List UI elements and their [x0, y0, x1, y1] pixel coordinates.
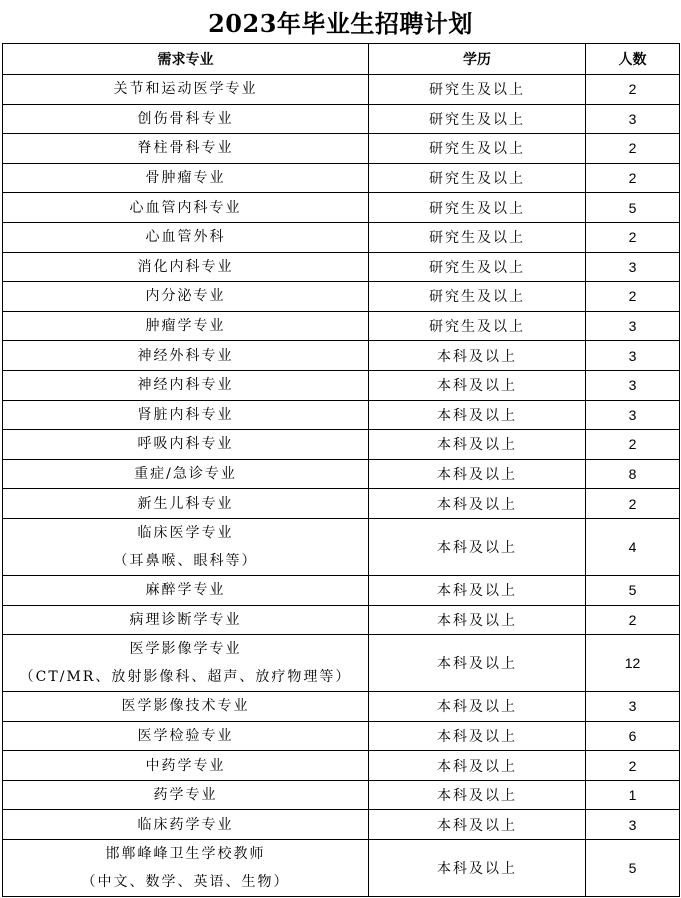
degree-cell: 本科及以上	[369, 635, 586, 692]
count-cell: 5	[586, 575, 680, 605]
major-cell	[3, 370, 369, 400]
count-cell: 3	[586, 341, 680, 371]
recruitment-table	[2, 43, 680, 897]
table-row	[3, 810, 680, 840]
degree-cell: 研究生及以上	[369, 252, 586, 282]
major-cell	[3, 780, 369, 810]
major-cell	[3, 430, 369, 460]
count-cell: 5	[586, 193, 680, 223]
major-name: 脊柱骨科专业	[137, 140, 234, 157]
major-cell	[3, 134, 369, 164]
major-cell	[3, 163, 369, 193]
major-cell	[3, 810, 369, 840]
major-cell	[3, 75, 369, 105]
major-cell	[3, 282, 369, 312]
major-name: 病理诊断学专业	[129, 611, 242, 628]
table-row	[3, 193, 680, 223]
degree-cell: 研究生及以上	[369, 134, 586, 164]
degree-cell: 研究生及以上	[369, 222, 586, 252]
count-cell: 3	[586, 810, 680, 840]
major-name: 邯郸峰峰卫生学校教师	[105, 846, 266, 863]
count-cell: 2	[586, 605, 680, 635]
count-cell: 3	[586, 104, 680, 134]
major-cell	[3, 459, 369, 489]
table-row	[3, 75, 680, 105]
table-row	[3, 430, 680, 460]
table-row	[3, 751, 680, 781]
count-cell: 3	[586, 370, 680, 400]
table-row	[3, 489, 680, 519]
major-cell	[3, 692, 369, 722]
major-name: 医学检验专业	[137, 727, 234, 744]
degree-cell: 本科及以上	[369, 605, 586, 635]
count-cell: 1	[586, 780, 680, 810]
table-row	[3, 721, 680, 751]
table-row	[3, 605, 680, 635]
table-row	[3, 163, 680, 193]
count-cell: 6	[586, 721, 680, 751]
major-name: 中药学专业	[145, 757, 226, 774]
count-cell: 2	[586, 489, 680, 519]
table-body	[3, 75, 680, 897]
count-cell: 2	[586, 75, 680, 105]
degree-cell: 研究生及以上	[369, 282, 586, 312]
major-cell	[3, 575, 369, 605]
table-row	[3, 134, 680, 164]
major-cell	[3, 635, 369, 692]
table-row	[3, 575, 680, 605]
table-header-row	[3, 44, 680, 75]
table-row	[3, 252, 680, 282]
major-name: 心血管内科专业	[129, 199, 242, 216]
major-name: 医学影像学专业	[129, 641, 242, 658]
count-cell: 4	[586, 518, 680, 575]
table-row	[3, 459, 680, 489]
major-note: （中文、数学、英语、生物）	[81, 874, 290, 891]
major-name: 心血管外科	[145, 229, 226, 246]
major-cell	[3, 252, 369, 282]
header-count: 人数	[586, 44, 680, 75]
count-cell: 2	[586, 222, 680, 252]
degree-cell: 本科及以上	[369, 810, 586, 840]
table-row	[3, 518, 680, 575]
major-name: 临床药学专业	[137, 816, 234, 833]
degree-cell: 本科及以上	[369, 840, 586, 897]
table-row	[3, 780, 680, 810]
table-row	[3, 840, 680, 897]
major-cell	[3, 840, 369, 897]
count-cell: 3	[586, 252, 680, 282]
major-note: （耳鼻喉、眼科等）	[113, 552, 258, 569]
major-name: 临床医学专业	[137, 524, 234, 541]
major-name: 肿瘤学专业	[145, 318, 226, 335]
major-name: 创伤骨科专业	[137, 110, 234, 127]
major-name: 呼吸内科专业	[137, 436, 234, 453]
table-row	[3, 370, 680, 400]
degree-cell: 本科及以上	[369, 459, 586, 489]
major-cell	[3, 400, 369, 430]
major-name: 神经内科专业	[137, 377, 234, 394]
major-cell	[3, 721, 369, 751]
degree-cell: 本科及以上	[369, 751, 586, 781]
table-row	[3, 692, 680, 722]
table-row	[3, 282, 680, 312]
degree-cell: 研究生及以上	[369, 193, 586, 223]
degree-cell: 本科及以上	[369, 721, 586, 751]
degree-cell: 本科及以上	[369, 780, 586, 810]
count-cell: 12	[586, 635, 680, 692]
major-cell	[3, 751, 369, 781]
table-row	[3, 104, 680, 134]
major-cell	[3, 104, 369, 134]
table-row	[3, 341, 680, 371]
header-major: 需求专业	[3, 44, 369, 75]
major-name: 重症/急诊专业	[134, 466, 237, 483]
count-cell: 3	[586, 400, 680, 430]
major-name: 肾脏内科专业	[137, 406, 234, 423]
degree-cell: 本科及以上	[369, 575, 586, 605]
header-degree: 学历	[369, 44, 586, 75]
degree-cell: 本科及以上	[369, 489, 586, 519]
degree-cell: 本科及以上	[369, 400, 586, 430]
major-name: 骨肿瘤专业	[145, 170, 226, 187]
count-cell: 2	[586, 751, 680, 781]
page-title: 2023年毕业生招聘计划	[208, 9, 473, 38]
major-cell	[3, 311, 369, 341]
degree-cell: 研究生及以上	[369, 104, 586, 134]
degree-cell: 本科及以上	[369, 430, 586, 460]
count-cell: 5	[586, 840, 680, 897]
major-name: 消化内科专业	[137, 258, 234, 275]
degree-cell: 本科及以上	[369, 370, 586, 400]
degree-cell: 研究生及以上	[369, 311, 586, 341]
count-cell: 3	[586, 692, 680, 722]
degree-cell: 研究生及以上	[369, 163, 586, 193]
degree-cell: 本科及以上	[369, 692, 586, 722]
count-cell: 8	[586, 459, 680, 489]
major-name: 内分泌专业	[145, 288, 226, 305]
count-cell: 2	[586, 430, 680, 460]
table-row	[3, 311, 680, 341]
major-note: （CT/MR、放射影像科、超声、放疗物理等）	[19, 669, 352, 686]
table-row	[3, 400, 680, 430]
major-name: 神经外科专业	[137, 347, 234, 364]
count-cell: 3	[586, 311, 680, 341]
count-cell: 2	[586, 163, 680, 193]
major-cell	[3, 518, 369, 575]
degree-cell: 研究生及以上	[369, 75, 586, 105]
major-name: 医学影像技术专业	[121, 698, 250, 715]
major-cell	[3, 193, 369, 223]
major-name: 关节和运动医学专业	[113, 81, 258, 98]
table-row	[3, 635, 680, 692]
major-cell	[3, 489, 369, 519]
major-name: 药学专业	[153, 787, 218, 804]
major-name: 新生儿科专业	[137, 495, 234, 512]
degree-cell: 本科及以上	[369, 518, 586, 575]
major-cell	[3, 222, 369, 252]
table-row	[3, 222, 680, 252]
major-cell	[3, 341, 369, 371]
count-cell: 2	[586, 282, 680, 312]
major-name: 麻醉学专业	[145, 582, 226, 599]
major-cell	[3, 605, 369, 635]
count-cell: 2	[586, 134, 680, 164]
degree-cell: 本科及以上	[369, 341, 586, 371]
